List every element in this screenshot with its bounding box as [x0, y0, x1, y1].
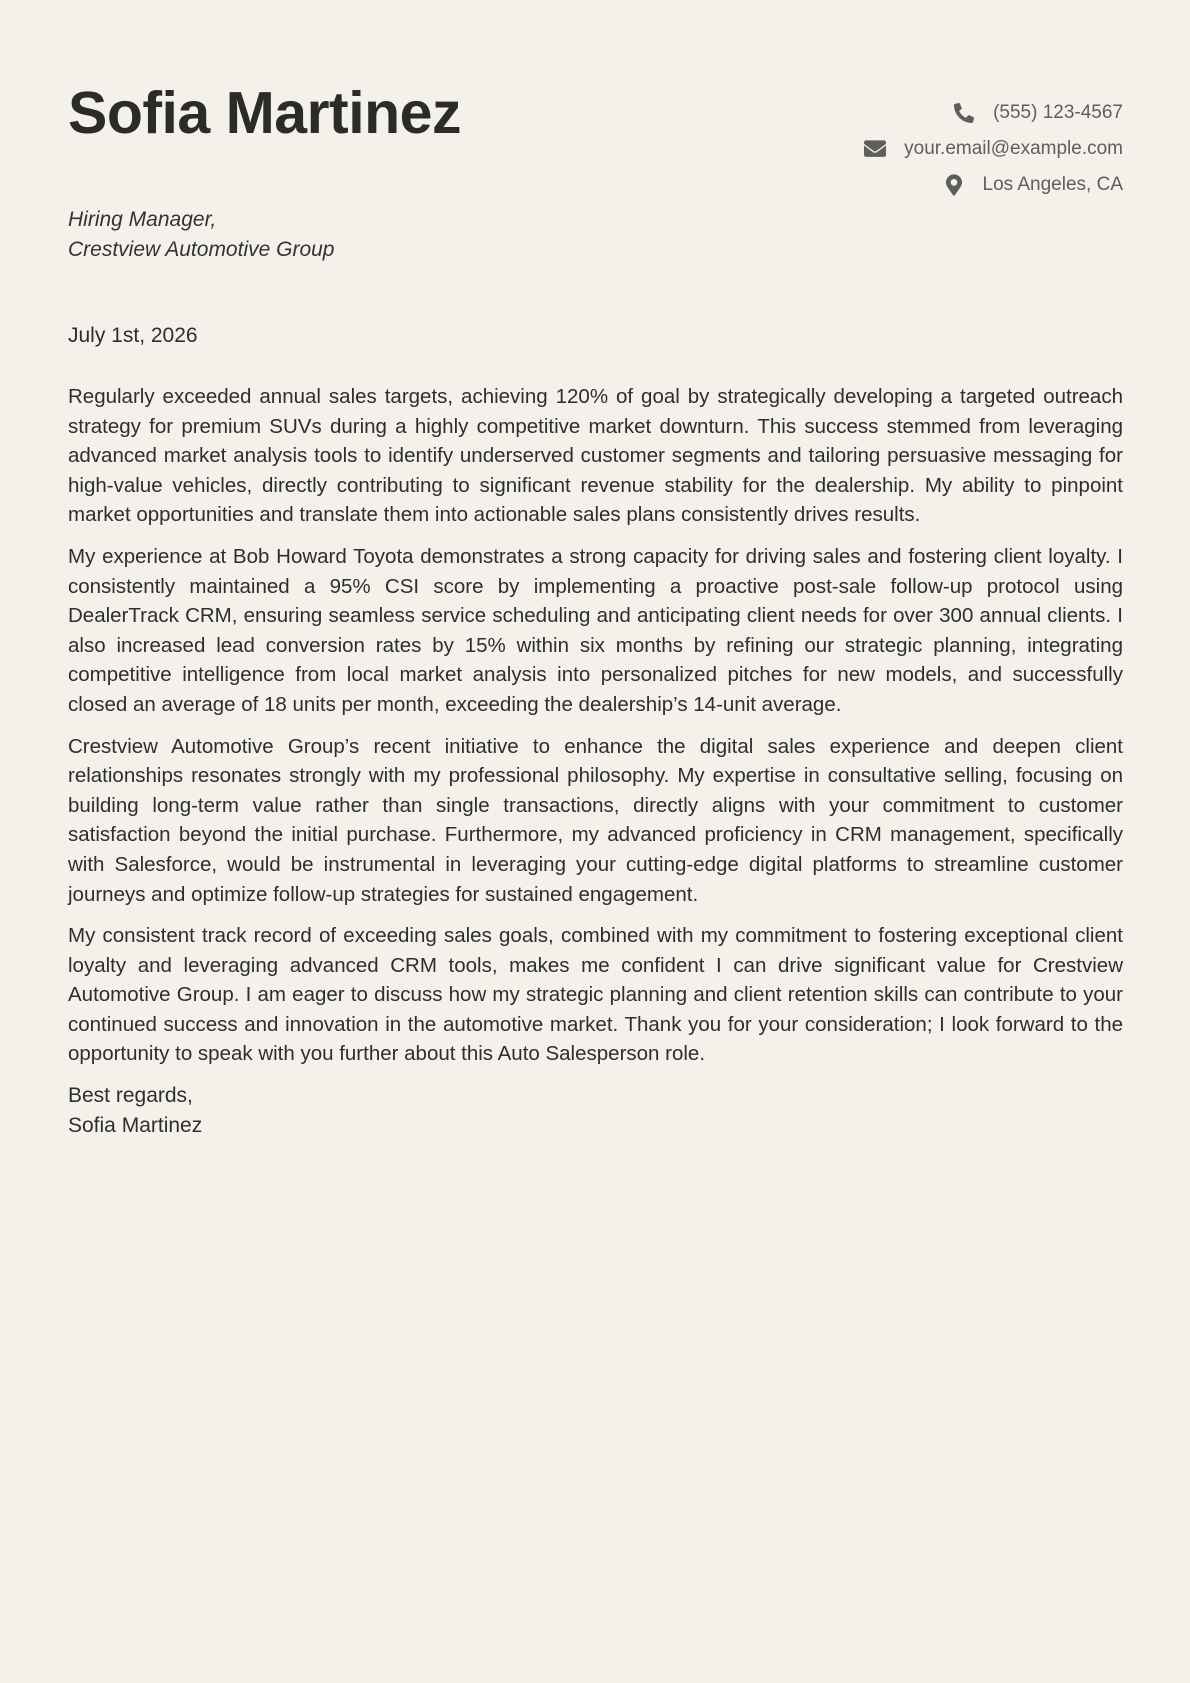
- phone-icon: [953, 102, 975, 124]
- body-paragraph: Crestview Automotive Group’s recent initiative to enhance the digital sales experience and deepen client relationships resonates strongly with my professional philosophy. My expertise in consultative selling, focusing on building long-term value rather than single transactions, directly aligns with your commitment to customer satisfaction beyond the initial purchase. Furthermore, my advanced proficiency in CRM management, specifically with Salesforce, would be instrumental in leveraging your cutting-edge digital platforms to streamline customer journeys and optimize follow-up strategies for sustained engagement.: [68, 734, 1123, 906]
- contact-location: [864, 167, 1123, 203]
- closing-salutation: Best regards,: [68, 1084, 193, 1108]
- body-paragraph: My experience at Bob Howard Toyota demonstrates a strong capacity for driving sales and fostering client loyalty. I consistently maintained a 95% CSI score by implementing a proactive post-sale follow-up protocol using DealerTrack CRM, ensuring seamless service scheduling and anticipating client needs for over 300 annual clients. I also increased lead conversion rates by 15% within six months by refining our strategic planning, integrating competitive intelligence from local market analysis into personalized pitches for new models, and successfully closed an average of 18 units per month, exceeding the dealership’s 14-unit average.: [68, 544, 1123, 716]
- map-marker-icon: [943, 174, 965, 196]
- phone-text: (555) 123-4567: [993, 102, 1123, 123]
- contact-email: [864, 131, 1123, 167]
- letter-body: [68, 382, 1123, 1069]
- letter-date: July 1st, 2026: [68, 324, 198, 347]
- body-paragraph: My consistent track record of exceeding sales goals, combined with my commitment to fostering exceptional client loyalty and leveraging advanced CRM tools, makes me confident I can drive significant value for Crestview Automotive Group. I am eager to discuss how my strategic planning and client retention skills can contribute to your continued success and innovation in the automotive market. Thank you for your consideration; I look forward to the opportunity to speak with you further about this Auto Salesperson role.: [68, 924, 1123, 1066]
- contact-info: [864, 95, 1123, 203]
- recipient-title: Hiring Manager,: [68, 208, 217, 231]
- email-text: your.email@example.com: [904, 138, 1123, 159]
- location-text: Los Angeles, CA: [982, 174, 1123, 195]
- closing-block: [68, 1081, 1123, 1141]
- recipient-company: Crestview Automotive Group: [68, 238, 335, 261]
- body-paragraph: Regularly exceeded annual sales targets, achieving 120% of goal by strategically developing a targeted outreach strategy for premium SUVs during a highly competitive market downturn. This success stemmed from leveraging advanced market analysis tools to identify underserved customer segments and tailoring persuasive messaging for high-value vehicles, directly contributing to significant revenue stability for the dealership. My ability to pinpoint market opportunities and translate them into actionable sales plans consistently drives results.: [68, 385, 1123, 527]
- recipient-block: [68, 205, 1123, 265]
- applicant-name: Sofia Martinez: [68, 80, 461, 146]
- letter-header: [68, 0, 1123, 205]
- signature-name: Sofia Martinez: [68, 1114, 203, 1138]
- contact-phone: [864, 95, 1123, 131]
- envelope-icon: [864, 138, 886, 160]
- cover-letter-page: [68, 0, 1123, 1683]
